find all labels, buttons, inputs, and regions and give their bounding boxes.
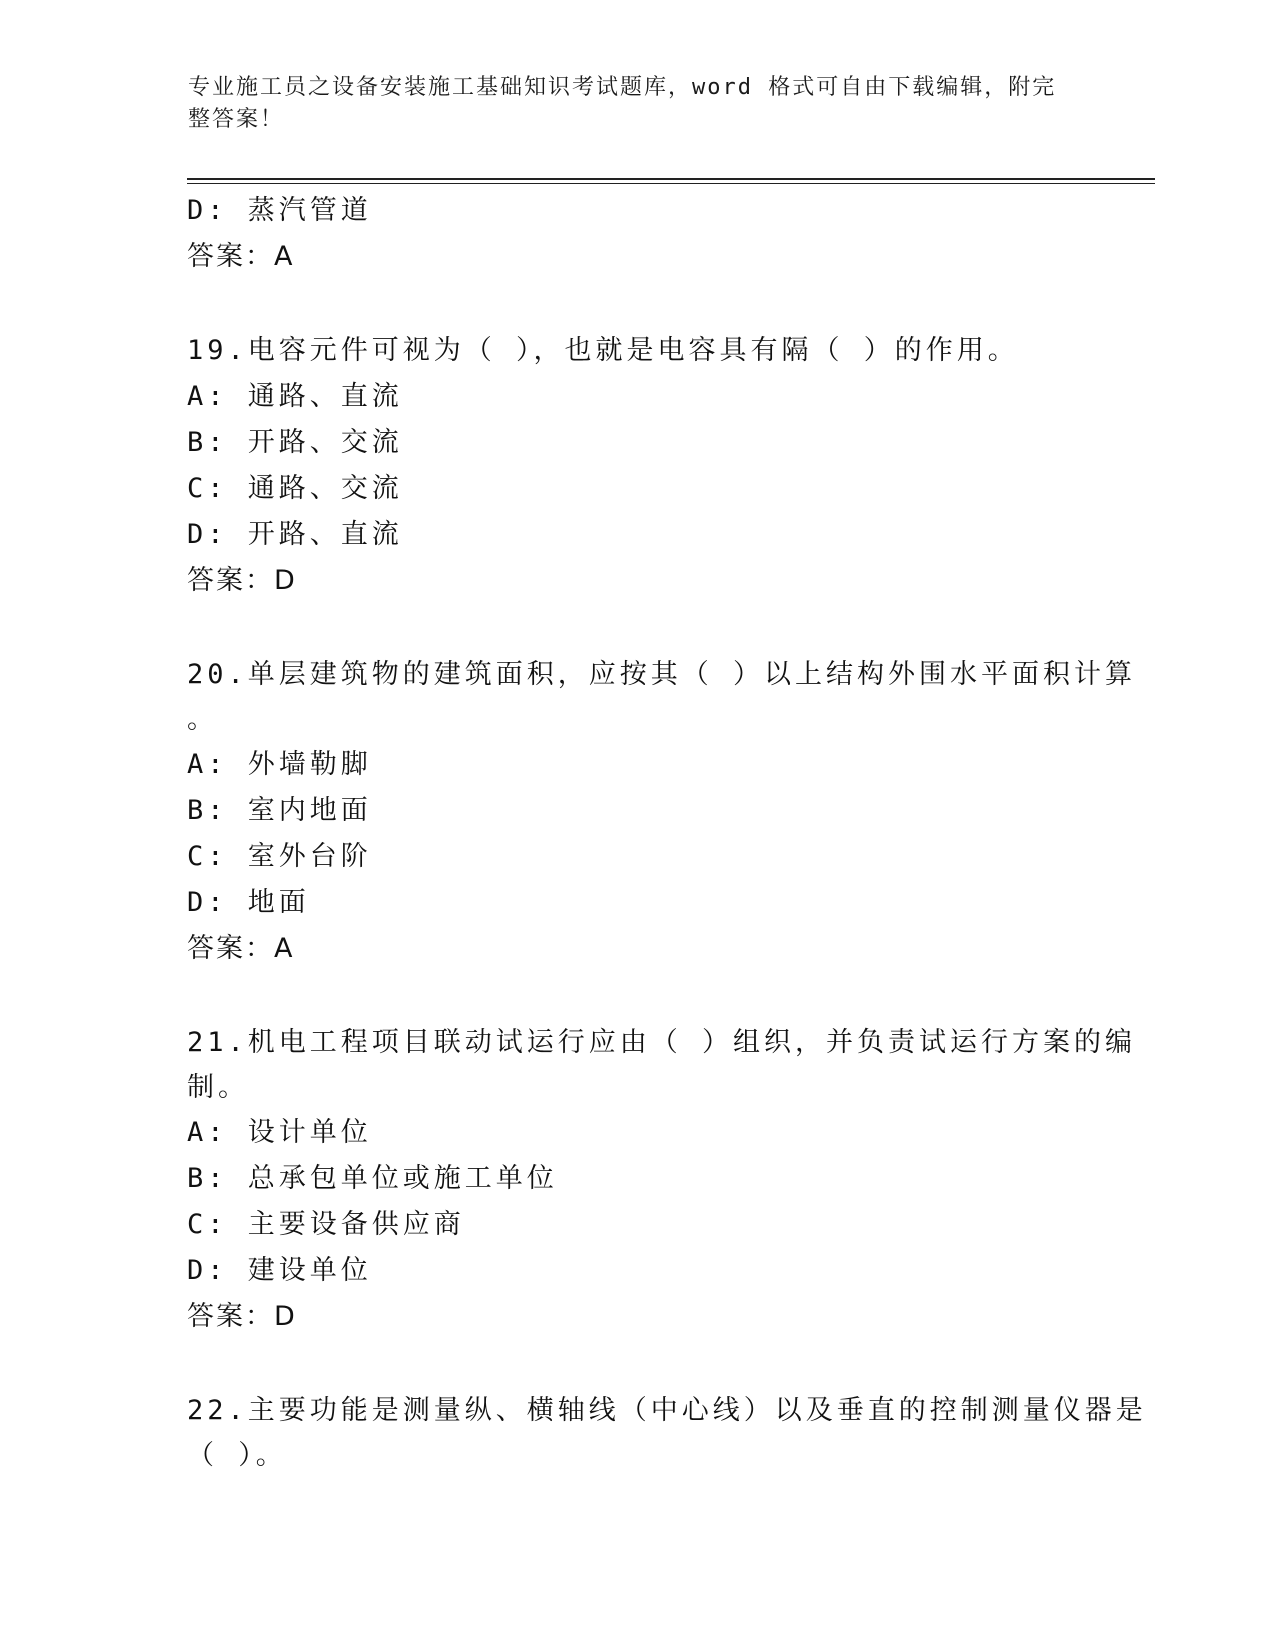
prev-option-d: D: 蒸汽管道 — [187, 195, 372, 226]
question-stem-continued: 制。 — [187, 1072, 249, 1103]
question-22 — [187, 1388, 1147, 1478]
question-20 — [187, 652, 1137, 972]
option-c: C: 主要设备供应商 — [187, 1209, 465, 1240]
option-d: D: 建设单位 — [187, 1255, 372, 1286]
question-stem: 20.单层建筑物的建筑面积，应按其（ ）以上结构外围水平面积计算 — [187, 659, 1137, 690]
question-stem: 22.主要功能是测量纵、横轴线（中心线）以及垂直的控制测量仪器是 — [187, 1395, 1147, 1426]
option-a: A: 设计单位 — [187, 1117, 372, 1148]
question-stem-continued: （ ）。 — [187, 1440, 287, 1471]
header-divider-thin — [187, 183, 1155, 184]
question-stem-continued: 。 — [187, 704, 218, 735]
question-21 — [187, 1020, 1137, 1340]
question-list — [187, 188, 1147, 1478]
option-b: B: 总承包单位或施工单位 — [187, 1163, 558, 1194]
header-divider — [187, 178, 1155, 180]
answer: 答案：D — [187, 1301, 297, 1332]
question-19 — [187, 328, 1087, 604]
answer: 答案：D — [187, 565, 297, 596]
option-a: A: 通路、直流 — [187, 381, 403, 412]
prev-answer: 答案：A — [187, 241, 295, 272]
option-d: D: 开路、直流 — [187, 519, 403, 550]
question-stem: 21.机电工程项目联动试运行应由（ ）组织，并负责试运行方案的编 — [187, 1027, 1137, 1058]
answer: 答案：A — [187, 933, 295, 964]
question-stem: 19.电容元件可视为（ ），也就是电容具有隔（ ）的作用。 — [187, 335, 1019, 366]
option-a: A: 外墙勒脚 — [187, 749, 372, 780]
option-b: B: 开路、交流 — [187, 427, 403, 458]
option-c: C: 通路、交流 — [187, 473, 403, 504]
header-line-2: 整答案！ — [188, 107, 285, 132]
document-header — [188, 72, 1068, 136]
header-line-1: 专业施工员之设备安装施工基础知识考试题库，word 格式可自由下载编辑，附完 — [188, 75, 1057, 100]
option-c: C: 室外台阶 — [187, 841, 372, 872]
option-b: B: 室内地面 — [187, 795, 372, 826]
option-d: D: 地面 — [187, 887, 310, 918]
